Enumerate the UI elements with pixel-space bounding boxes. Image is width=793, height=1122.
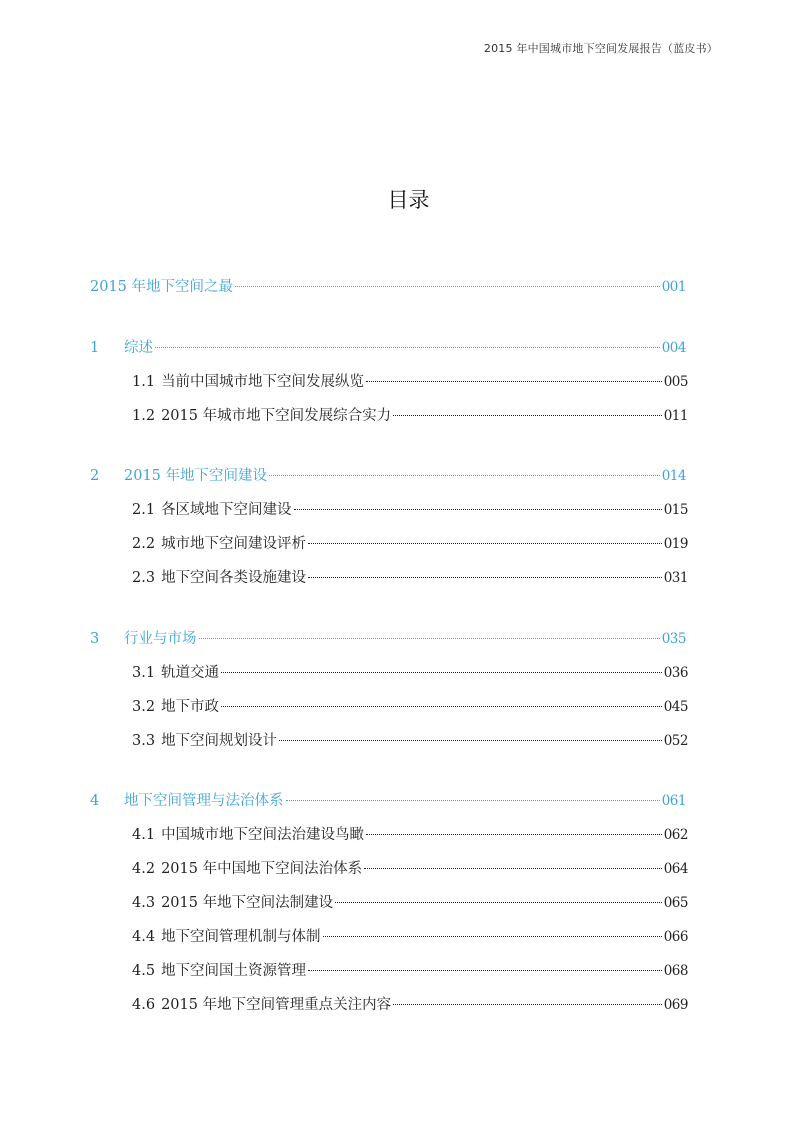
toc-page-number: 045 xyxy=(663,699,688,715)
toc-entry-section-2-3[interactable] xyxy=(132,569,688,587)
toc-entry-section-3-2[interactable] xyxy=(132,698,688,716)
section-number: 2.1 xyxy=(132,502,156,518)
toc-page-number: 001 xyxy=(661,279,686,295)
page-title: 目录 xyxy=(387,188,430,212)
toc-entry-label: 地下空间规划设计 xyxy=(161,733,278,749)
dot-leader xyxy=(235,286,660,287)
toc-entry-label: 2015 年地下空间管理重点关注内容 xyxy=(161,997,392,1013)
chapter-number: 1 xyxy=(90,340,100,356)
section-number: 4.3 xyxy=(132,895,156,911)
toc-entry-label: 地下空间管理机制与体制 xyxy=(161,929,321,945)
section-number: 2.3 xyxy=(132,570,156,586)
dot-leader xyxy=(155,347,660,348)
toc-entry-section-3-1[interactable] xyxy=(132,664,688,682)
dot-leader xyxy=(199,638,660,639)
toc-page-number: 066 xyxy=(663,929,688,945)
toc-entry-label: 2015 年地下空间建设 xyxy=(124,468,268,484)
section-number: 4.2 xyxy=(132,861,156,877)
toc-page-number: 011 xyxy=(663,408,688,424)
toc-page-number: 068 xyxy=(663,963,688,979)
toc-page-number: 031 xyxy=(663,570,688,586)
toc-page-number: 004 xyxy=(661,340,686,356)
toc-entry-label: 地下空间国土资源管理 xyxy=(161,963,307,979)
dot-leader xyxy=(335,902,662,903)
toc-entry-label: 各区域地下空间建设 xyxy=(161,502,292,518)
dot-leader xyxy=(279,740,662,741)
toc-entry-label: 地下空间各类设施建设 xyxy=(161,570,307,586)
toc-entry-section-4-6[interactable] xyxy=(132,996,688,1014)
toc-entry-label: 当前中国城市地下空间发展纵览 xyxy=(161,374,365,390)
toc-entry-label: 地下市政 xyxy=(161,699,220,715)
running-header: 2015 年中国城市地下空间发展报告（蓝皮书） xyxy=(483,42,718,55)
toc-entry-section-2-1[interactable] xyxy=(132,501,688,519)
toc-page-number: 015 xyxy=(663,502,688,518)
toc-page-number: 069 xyxy=(663,997,688,1013)
toc-entry-label: 行业与市场 xyxy=(124,631,197,647)
toc-entry-section-3-3[interactable] xyxy=(132,732,688,750)
toc-page-number: 005 xyxy=(663,374,688,390)
toc-entry-section-1-1[interactable] xyxy=(132,373,688,391)
dot-leader xyxy=(269,475,660,476)
chapter-number: 2 xyxy=(90,468,100,484)
chapter-number: 4 xyxy=(90,793,100,809)
toc-entry-label: 2015 年地下空间之最 xyxy=(90,279,234,295)
section-number: 4.4 xyxy=(132,929,156,945)
section-number: 1.2 xyxy=(132,408,156,424)
toc-entry-section-4-2[interactable] xyxy=(132,860,688,878)
section-number: 3.1 xyxy=(132,665,156,681)
dot-leader xyxy=(308,970,662,971)
toc-entry-label: 2015 年地下空间法制建设 xyxy=(161,895,334,911)
toc-page-number: 036 xyxy=(663,665,688,681)
toc-entry-label: 城市地下空间建设评析 xyxy=(161,536,307,552)
toc-entry-section-4-4[interactable] xyxy=(132,928,688,946)
section-number: 3.3 xyxy=(132,733,156,749)
toc-entry-chapter-4[interactable] xyxy=(90,792,686,810)
toc-entry-label: 2015 年城市地下空间发展综合实力 xyxy=(161,408,392,424)
toc-entry-label: 地下空间管理与法治体系 xyxy=(124,793,284,809)
dot-leader xyxy=(286,800,660,801)
dot-leader xyxy=(294,509,662,510)
toc-entry-best-of-2015[interactable] xyxy=(90,278,686,296)
toc-page-number: 064 xyxy=(663,861,688,877)
toc-entry-section-2-2[interactable] xyxy=(132,535,688,553)
section-number: 1.1 xyxy=(132,374,156,390)
toc-page-number: 062 xyxy=(663,827,688,843)
toc-page-number: 035 xyxy=(661,631,686,647)
toc-entry-chapter-2[interactable] xyxy=(90,467,686,485)
toc-page-number: 061 xyxy=(661,793,686,809)
toc-entry-label: 综述 xyxy=(124,340,153,356)
dot-leader xyxy=(308,543,662,544)
dot-leader xyxy=(393,415,662,416)
dot-leader xyxy=(364,868,662,869)
toc-page-number: 014 xyxy=(661,468,686,484)
toc-entry-label: 中国城市地下空间法治建设鸟瞰 xyxy=(161,827,365,843)
toc-entry-label: 2015 年中国地下空间法治体系 xyxy=(161,861,363,877)
dot-leader xyxy=(366,381,662,382)
toc-entry-section-4-3[interactable] xyxy=(132,894,688,912)
toc-entry-chapter-1[interactable] xyxy=(90,339,686,357)
toc-page-number: 019 xyxy=(663,536,688,552)
dot-leader xyxy=(221,706,662,707)
toc-entry-section-4-1[interactable] xyxy=(132,826,688,844)
dot-leader xyxy=(221,672,662,673)
section-number: 4.5 xyxy=(132,963,156,979)
toc-page-number: 065 xyxy=(663,895,688,911)
toc-entry-chapter-3[interactable] xyxy=(90,630,686,648)
dot-leader xyxy=(308,577,662,578)
section-number: 4.1 xyxy=(132,827,156,843)
section-number: 3.2 xyxy=(132,699,156,715)
toc-page-number: 052 xyxy=(663,733,688,749)
dot-leader xyxy=(393,1004,662,1005)
chapter-number: 3 xyxy=(90,631,100,647)
dot-leader xyxy=(366,834,662,835)
toc-entry-section-1-2[interactable] xyxy=(132,407,688,425)
dot-leader xyxy=(323,936,662,937)
toc-entry-label: 轨道交通 xyxy=(161,665,220,681)
section-number: 4.6 xyxy=(132,997,156,1013)
section-number: 2.2 xyxy=(132,536,156,552)
toc-entry-section-4-5[interactable] xyxy=(132,962,688,980)
